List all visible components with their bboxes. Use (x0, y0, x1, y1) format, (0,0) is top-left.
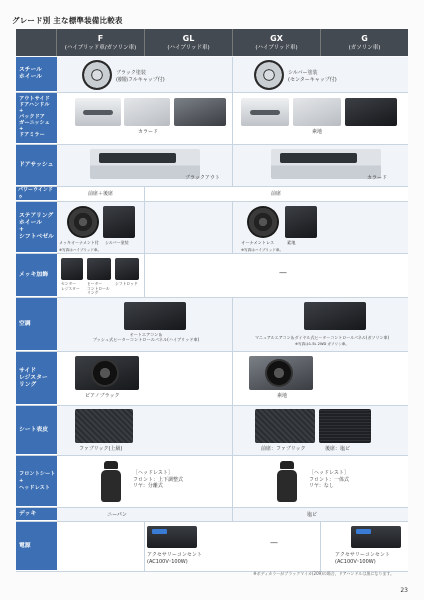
not-equipped-dash: — (270, 538, 278, 547)
row-air-conditioning (16, 298, 408, 352)
column-divider (144, 254, 145, 297)
column-divider (232, 145, 233, 186)
row-label: フロントシート + ヘッドレスト (16, 456, 57, 507)
row-label: 電源 (16, 522, 57, 571)
ac-caption-hybrid: オートエアコン＆ プッシュ式ヒーターコントロールパネル(ハイブリッド車) (92, 332, 200, 343)
row-label: パワーウインドゥ (16, 187, 57, 201)
row-steel-wheel (16, 57, 408, 93)
door-handle-photo (241, 98, 289, 126)
accessory-outlet-photo (351, 526, 401, 548)
grade-name: G (361, 33, 368, 43)
plate-caption-2: ヒーター コントロール リング (87, 281, 110, 296)
grade-gl-header (145, 29, 233, 56)
grade-gx-header (233, 29, 321, 56)
row-front-seat (16, 456, 408, 508)
steering-wheel-photo (67, 206, 99, 238)
silver-wheel-photo (254, 60, 284, 90)
row-label: デッキ (16, 508, 57, 521)
row-cells (57, 145, 408, 186)
steer-caption-f1: メッキオーナメント付 (59, 240, 99, 245)
column-divider (232, 298, 233, 351)
ac-note: ※写真は1.5L 2WD ガソリン車。 (295, 342, 349, 346)
seat-caption-f: ［ヘッドレスト］ フロント：上下調整式 リヤ：分離式 (133, 470, 184, 489)
back-door-garnish-photo (124, 98, 170, 126)
front-seat-photo (95, 458, 127, 504)
manual-ac-panel-photo (304, 302, 366, 330)
premium-fabric-swatch (75, 409, 133, 443)
seat-caption-gx: ［ヘッドレスト］ フロント：一体式 リヤ：なし (309, 470, 350, 489)
door-mirror-photo (345, 98, 397, 126)
row-cells (57, 522, 408, 571)
row-label: 空調 (16, 298, 57, 351)
sash-caption-gx: カラード (367, 175, 388, 181)
page-title: グレード別 主な標準装備比較表 (12, 16, 123, 25)
page-number: 23 (400, 587, 408, 594)
center-register-photo (61, 258, 83, 280)
row-power-outlet (16, 522, 408, 572)
column-divider (232, 456, 233, 507)
grade-header (16, 29, 408, 56)
row-cells (57, 352, 408, 405)
row-label: シート表皮 (16, 406, 57, 455)
wheel-caption-f: ブラック塗装 (樹脂フルキャップ付) (116, 70, 165, 83)
fabric-caption-f: ファブリック(上級) (79, 446, 123, 452)
row-label: メッキ加飾 (16, 254, 57, 297)
blackout-sash-photo (90, 149, 200, 179)
row-side-register-ring (16, 352, 408, 406)
ac-caption-gasoline: マニュアルエアコン＆ダイヤル式ヒーターコントロールパネル(ガソリン車) (254, 335, 390, 340)
row-cells (57, 456, 408, 507)
steer-note-gx: ※写真はハイブリッド車。 (241, 248, 284, 252)
fabric-caption-rear: 後席：塩ビ (325, 446, 351, 452)
handle-caption-gx: 素地 (311, 129, 322, 135)
header-corner (16, 29, 57, 56)
shift-bezel-photo (103, 206, 135, 238)
grade-sub: (ハイブリッド車) (255, 44, 298, 51)
column-divider (320, 522, 321, 571)
sash-caption-f: ブラックアウト (185, 175, 220, 181)
accessory-outlet-photo (147, 526, 197, 548)
deck-caption-gl-g: 塩ビ (306, 512, 317, 518)
piano-black-vent-photo (75, 356, 139, 390)
auto-ac-panel-photo (124, 302, 186, 330)
shift-rod-photo (115, 258, 139, 280)
column-divider (232, 406, 233, 455)
row-cells (57, 508, 408, 521)
grade-sub: (ガソリン車) (348, 44, 381, 51)
deck-caption-f: ニーパン (107, 512, 127, 518)
vent-caption-f: ピアノブラック (85, 393, 120, 399)
front-seat-photo (271, 458, 303, 504)
not-equipped-dash: — (279, 268, 287, 277)
footnote: ※ボディカラーがブラックマイカ(209)の場合、ドアハンドルは黒になります。 (253, 571, 394, 576)
plain-vent-photo (249, 356, 313, 390)
grade-name: GL (182, 33, 195, 43)
vent-ring (91, 359, 119, 387)
column-divider (232, 57, 233, 92)
grade-g-header (321, 29, 408, 56)
steer-note-f: ※写真はハイブリッド車。 (59, 248, 102, 252)
row-cells (57, 57, 408, 92)
column-divider (144, 202, 145, 253)
plate-caption-1: センター レジスター (61, 281, 80, 291)
row-label: アウトサイド ドアハンドル + バックドア ガーニッシュ + ドアミラー (16, 93, 57, 144)
power-caption-gl: アクセサリーコンセント (AC100V･100W) (147, 552, 202, 565)
shift-bezel-photo (285, 206, 317, 238)
door-mirror-photo (174, 98, 226, 126)
window-caption-gl-g: 前席 (270, 191, 281, 197)
row-label: ステアリング ホイール + シフトベゼル (16, 202, 57, 253)
column-divider (232, 93, 233, 144)
row-cells (57, 406, 408, 455)
power-caption-g: アクセサリーコンセント (AC100V･100W) (335, 552, 390, 565)
column-divider (232, 352, 233, 405)
row-power-window (16, 187, 408, 202)
row-cells (57, 298, 408, 351)
fabric-caption-front: 前席：ファブリック (261, 446, 306, 452)
row-steering (16, 202, 408, 254)
rear-vinyl-swatch (319, 409, 371, 443)
grade-sub: (ハイブリッド車/ガソリン車) (64, 44, 137, 51)
vent-ring (265, 359, 293, 387)
grade-name: GX (270, 33, 283, 43)
front-fabric-swatch (255, 409, 315, 443)
grade-sub: (ハイブリッド車) (167, 44, 210, 51)
steer-caption-gx1: オーナメントレス (241, 240, 275, 245)
steer-caption-gx2: 素地 (287, 240, 296, 245)
row-deck (16, 508, 408, 522)
row-label: スチール ホイール (16, 57, 57, 92)
handle-caption-f: カラード (137, 129, 158, 135)
row-label: ドアサッシュ (16, 145, 57, 186)
vent-caption-gx: 素地 (277, 393, 288, 399)
grade-f-header (57, 29, 145, 56)
plate-caption-3: シフトロッド (115, 281, 138, 286)
row-cells (57, 187, 408, 201)
heater-control-ring-photo (87, 258, 111, 280)
black-wheel-photo (82, 60, 112, 90)
row-cells (57, 254, 408, 297)
row-cells (57, 93, 408, 144)
steer-caption-f2: シルバー塗装 (105, 240, 129, 245)
back-door-garnish-photo (293, 98, 341, 126)
steering-wheel-photo (247, 206, 279, 238)
grade-name: F (97, 33, 104, 43)
window-caption-f: 前席＋後席 (87, 191, 113, 197)
row-door-sash (16, 145, 408, 187)
column-divider (144, 522, 145, 571)
column-divider (232, 202, 233, 253)
row-plating (16, 254, 408, 298)
door-handle-photo (75, 98, 121, 126)
row-label: サイド レジスター リング (16, 352, 57, 405)
colored-sash-photo (271, 149, 381, 179)
wheel-caption-gx: シルバー塗装 (センターキャップ付) (288, 70, 337, 83)
row-door-handle (16, 93, 408, 145)
row-seat-fabric (16, 406, 408, 456)
row-cells (57, 202, 408, 253)
